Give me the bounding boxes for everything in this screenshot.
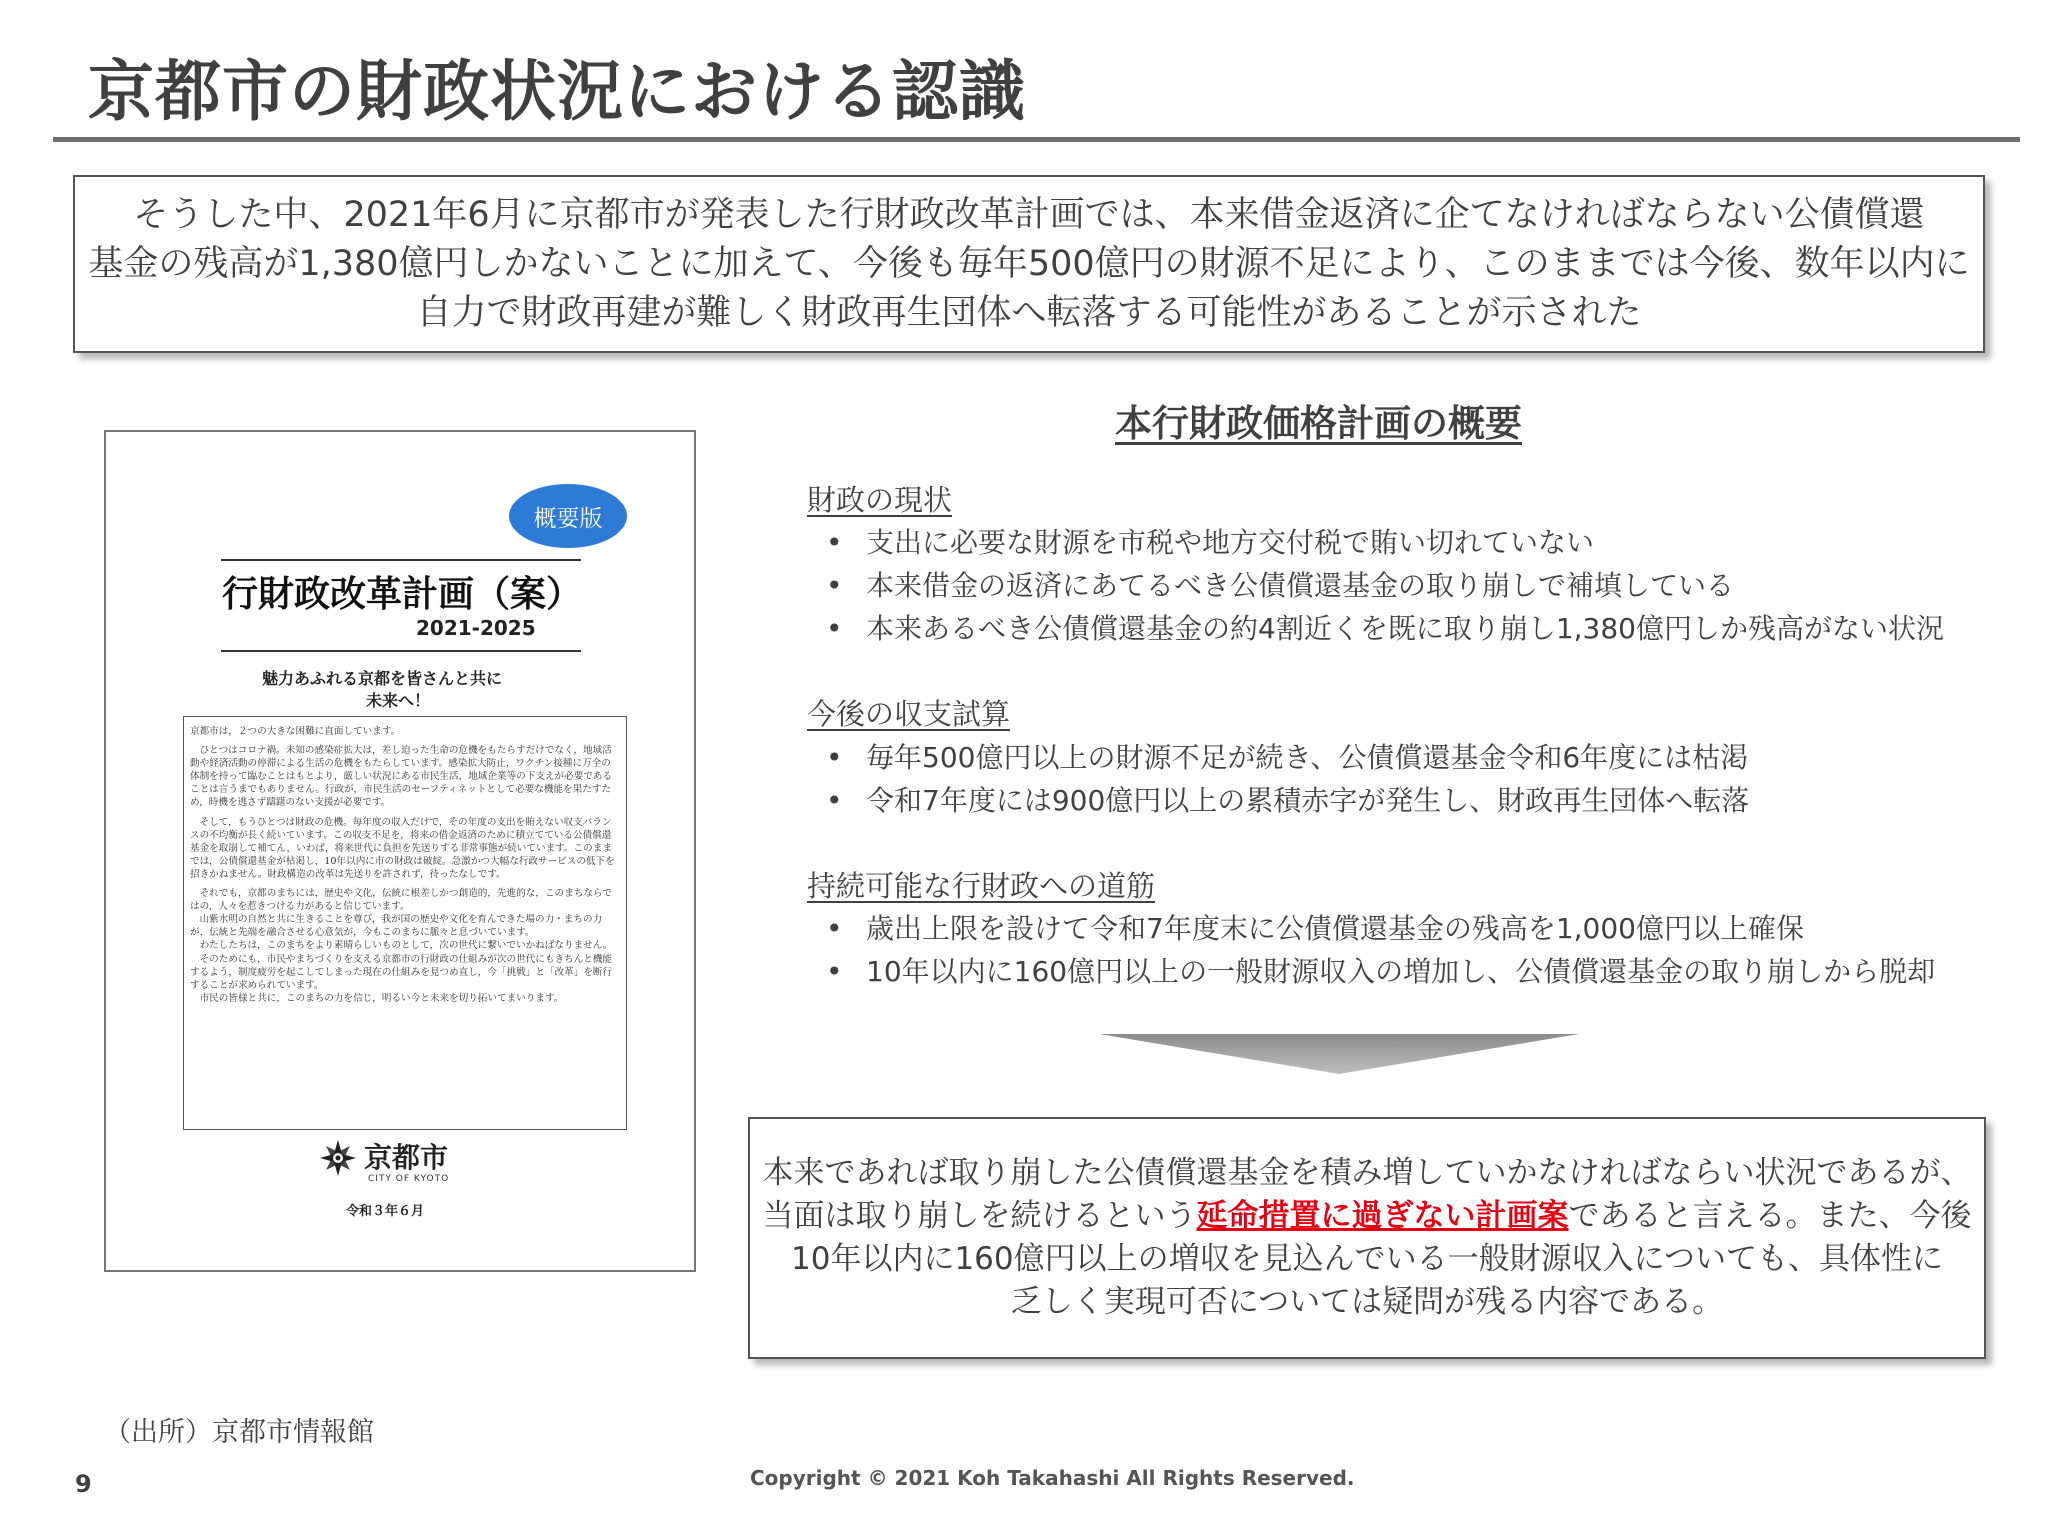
conclusion-highlight: 延命措置に過ぎない計画案 (1196, 1198, 1569, 1234)
conclusion-box (748, 1117, 1986, 1359)
doc-subtitle: 魅力あふれる京都を皆さんと共に (262, 669, 503, 688)
doc-paragraph: 市民の皆様と共に，このまちの力を信じ，明るい今と未来を切り拓いてまいります。 (199, 992, 564, 1004)
section-heading-forecast: 今後の収支試算 (807, 697, 1011, 731)
intro-line: 自力で財政再建が難しく財政再生団体へ転落する可能性があることが示された (416, 292, 1642, 333)
doc-paragraph: それでも，京都のまちには，歴史や文化，伝統に根差しかつ創造的，先進的な，このまちならではの，人々を惹きつける力があると信じています。 (190, 888, 613, 913)
intro-line: そうした中、2021年6月に京都市が発表した行財政改革計画では、本来借金返済に企てなければならない公債償還 (133, 194, 1925, 235)
doc-title: 行財政改革計画（案） (222, 573, 583, 615)
doc-divider (221, 650, 581, 652)
conclusion-line: 10年以内に160億円以上の増収を見込んでいる一般財源収入についても、具体性に (791, 1241, 1943, 1277)
bullet-item: • 10年以内に160億円以上の一般財源収入の増加し、公債償還基金の取り崩しから脱却 (826, 955, 1936, 988)
title-divider (53, 137, 2020, 142)
bullet-item: • 支出に必要な財源を市税や地方交付税で賄い切れていない (826, 526, 1595, 559)
conclusion-line: 本来であれば取り崩した公債償還基金を積み増していかなければならい状況であるが、 (762, 1155, 1972, 1191)
doc-paragraph: わたしたちは，このまちをより素晴らしいものとして，次の世代に繋いでいかねばなりません。 (199, 940, 613, 952)
kyoto-city-emblem-icon (318, 1138, 358, 1178)
copyright: Copyright © 2021 Koh Takahashi All Rights Reserved. (750, 1466, 1355, 1490)
intro-box (73, 175, 1985, 353)
conclusion-line: 当面は取り崩しを続けるという延命措置に過ぎない計画案であると言える。また、今後 (762, 1198, 1972, 1234)
doc-city-name: 京都市 (364, 1141, 449, 1174)
section-heading-path: 持続可能な行財政への道筋 (807, 869, 1156, 903)
doc-body-text (183, 716, 627, 1130)
page-number: 9 (75, 1470, 92, 1498)
doc-date: 令和３年６月 (346, 1204, 425, 1219)
doc-years: 2021-2025 (416, 616, 536, 640)
doc-paragraph: ひとつはコロナ禍。未知の感染症拡大は，差し迫った生命の危機をもたらすだけでなく，地域活動や経済活動の停滞による生活の危機をもたらしています。感染拡大防止，ワクチン接種に万全の体制を持って臨むことはもとより，厳しい状況にある市民生活，地域企業等の下支えが必要であることは言うまでもありません。行政が，市民生活のセーフティネットとして必要な機能を果たすため，時機を逃さず躊躇のない支援が必要です。 (190, 745, 613, 809)
doc-divider (221, 559, 581, 561)
bullet-item: • 令和7年度には900億円以上の累積赤字が発生し、財政再生団体へ転落 (826, 784, 1750, 817)
down-arrow-icon (1099, 1034, 1579, 1074)
doc-paragraph: そして，もうひとつは財政の危機。毎年度の収入だけで，その年度の支出を賄えない収支バランスの不均衡が長く続いています。この収支不足を，将来の借金返済のために積立てている公債償還基金を取崩して補てん，いわば，将来世代に負担を先送りする非常事態が続いています。このままでは，公債償還基金が枯渇し，10年以内に市の財政は破綻。急激かつ大幅な行政サービスの低下を招きかねません。財政構造の改革は先送りを許されず，待ったなしです。 (190, 816, 615, 880)
doc-paragraph: そのためにも，市民やまちづくりを支える京都市の行財政の仕組みが次の世代にもきちんと機能するよう，制度疲労を起こしてしまった現在の仕組みを見つめ直し，今「挑戦」と「改革」を断行することが求められています。 (190, 953, 613, 991)
source-note: （出所）京都市情報館 (104, 1417, 374, 1448)
doc-paragraph: 京都市は，２つの大きな困難に直面しています。 (190, 726, 401, 737)
bullet-item: • 歳出上限を設けて令和7年度末に公債償還基金の残高を1,000億円以上確保 (826, 912, 1804, 945)
bullet-item: • 本来借金の返済にあてるべき公債償還基金の取り崩しで補填している (826, 569, 1735, 602)
intro-line: 基金の残高が1,380億円しかないことに加えて、今後も毎年500億円の財源不足により、このままでは今後、数年以内に (88, 243, 1970, 284)
bullet-item: • 本来あるべき公債償還基金の約4割近くを既に取り崩し1,380億円しか残高がない状況 (826, 612, 1944, 645)
document-thumbnail (104, 430, 696, 1272)
conclusion-line: 乏しく実現可否については疑問が残る内容である。 (1010, 1284, 1724, 1320)
section-heading-current: 財政の現状 (807, 483, 953, 517)
bullet-item: • 毎年500億円以上の財源不足が続き、公債償還基金令和6年度には枯渇 (826, 741, 1749, 774)
overview-title: 本行財政価格計画の概要 (1115, 402, 1522, 445)
doc-paragraph: 山紫水明の自然と共に生きることを尊び，我が国の歴史や文化を育んできた場の力・まちの力が，伝統と先端を融合させる心意気が，今もこのまちに脈々と息づいています。 (190, 914, 603, 939)
doc-subtitle: 未来へ！ (366, 691, 431, 710)
slide-title: 京都市の財政状況における認識 (88, 53, 1026, 130)
doc-city-name-en: CITY OF KYOTO (368, 1174, 450, 1184)
summary-badge: 概要版 (509, 484, 627, 548)
